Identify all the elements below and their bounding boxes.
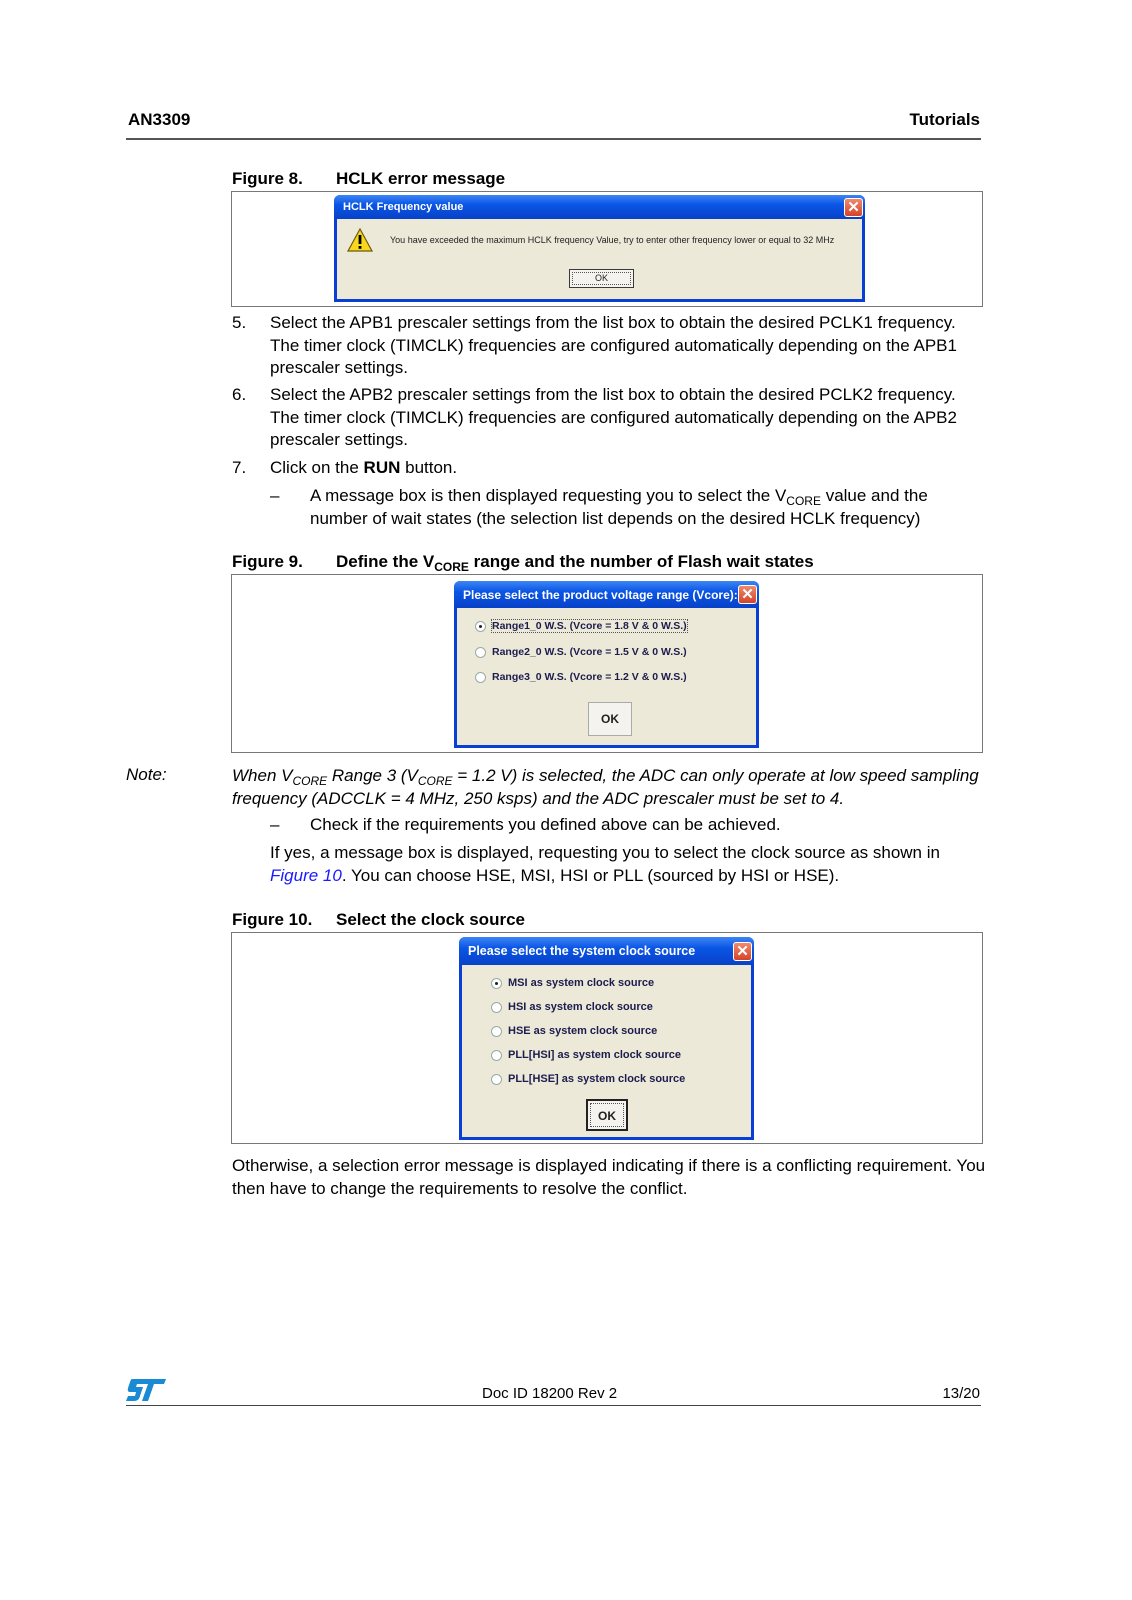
step-text: Select the APB2 prescaler settings from the list box to obtain the desired PCLK2 frequency. The timer clock (TIMCLK) frequencies are configured automatically depending on the APB2 prescaler settings. <box>270 385 957 449</box>
note-text: When $V_{CORE}$ Range 3 ($V_{CORE} = 1.2$ V) is selected, the ADC can only operate at low speed sampling frequency (ADCCLK = 4 MHz, 250 ksps) and the ADC prescaler must be set to 4. <box>232 766 979 808</box>
step-number: 6. <box>232 385 247 404</box>
figure9-caption: Figure 9. Define the $V_{CORE}$ range and the number of Flash wait states <box>232 552 814 574</box>
radio-range2[interactable]: Range2_0 W.S. (Vcore = 1.5 V & 0 W.S.) <box>475 646 687 658</box>
dialog-title: Please select the system clock source <box>468 944 696 958</box>
step-6 <box>232 384 987 452</box>
step-text: Select the APB1 prescaler settings from the list box to obtain the desired PCLK1 frequency. The timer clock (TIMCLK) frequencies are configured automatically depending on the APB1 prescaler settings. <box>270 313 957 377</box>
radio-range3[interactable]: Range3_0 W.S. (Vcore = 1.2 V & 0 W.S.) <box>475 671 687 683</box>
figure10-caption: Figure 10. Select the clock source <box>232 910 525 929</box>
dialog-titlebar <box>459 937 754 965</box>
step-text: Click on the RUN button. <box>270 458 458 477</box>
dialog-message: You have exceeded the maximum HCLK frequency Value, try to enter other frequency lower or equal to 32 MHz <box>390 235 835 245</box>
radio-pll-hse[interactable]: PLL[HSE] as system clock source <box>491 1073 685 1085</box>
footer-rule <box>126 1405 981 1406</box>
otherwise-paragraph: Otherwise, a selection error message is displayed indicating if there is a conflicting requirement. You then have to change the requirements to resolve the conflict. <box>232 1156 986 1198</box>
page-number: 13/20 <box>942 1385 980 1402</box>
ok-button[interactable]: OK <box>569 269 634 288</box>
radio-icon[interactable] <box>491 1074 502 1085</box>
dialog-title: Please select the product voltage range (Vcore): <box>463 587 738 602</box>
step-5 <box>232 312 987 380</box>
ok-button[interactable]: OK <box>586 1099 628 1131</box>
radio-msi[interactable]: MSI as system clock source <box>491 977 654 989</box>
radio-icon[interactable] <box>475 647 486 658</box>
radio-hsi[interactable]: HSI as system clock source <box>491 1001 653 1013</box>
ok-button[interactable]: OK <box>588 702 632 736</box>
radio-hse[interactable]: HSE as system clock source <box>491 1025 657 1037</box>
step-7 <box>232 457 987 480</box>
note-label: Note: <box>126 765 167 784</box>
step-7-detail: – A message box is then displayed requesting you to select the $V_{CORE}$ value and the number of wait states (the selection list depends on the desired HCLK frequency) <box>270 486 928 528</box>
dialog-body <box>462 965 751 1137</box>
header-rule <box>126 138 981 140</box>
figure10-link[interactable]: Figure 10 <box>270 865 342 885</box>
figure8-title: HCLK error message <box>336 169 506 188</box>
radio-range1[interactable]: Range1_0 W.S. (Vcore = 1.8 V & 0 W.S.) <box>475 620 687 632</box>
doc-id: Doc ID 18200 Rev 2 <box>482 1385 618 1402</box>
radio-icon[interactable] <box>475 672 486 683</box>
radio-icon[interactable] <box>491 1026 502 1037</box>
dialog-body <box>457 608 756 745</box>
if-yes-paragraph: If yes, a message box is displayed, requesting you to select the clock source as shown in Figure 10. You can choose HSE, MSI, HSI or PLL (sourced by HSI or HSE). <box>270 843 940 885</box>
radio-icon[interactable] <box>491 1050 502 1061</box>
radio-selected-icon[interactable] <box>491 978 502 989</box>
radio-icon[interactable] <box>491 1002 502 1013</box>
dialog-title: HCLK Frequency value <box>343 201 464 213</box>
figure8-number: Figure 8. <box>232 169 303 188</box>
doc-code: AN3309 <box>128 110 191 129</box>
check-item: – Check if the requirements you defined above can be achieved. <box>270 815 781 834</box>
dialog-titlebar <box>454 581 759 608</box>
st-logo-icon <box>126 1378 168 1402</box>
dialog-body <box>337 219 862 299</box>
close-icon[interactable]: ✕ <box>738 585 757 604</box>
warning-icon <box>346 227 374 253</box>
section-title: Tutorials <box>909 110 980 129</box>
step-number: 5. <box>232 313 247 332</box>
run-label: RUN <box>363 458 401 477</box>
close-icon[interactable]: ✕ <box>733 942 752 961</box>
dialog-titlebar <box>334 195 865 219</box>
vcore-dialog <box>454 581 759 748</box>
step-number: 7. <box>232 458 247 477</box>
figure8-caption <box>232 169 505 189</box>
hclk-error-dialog <box>334 195 865 302</box>
clock-source-dialog <box>459 937 754 1140</box>
radio-pll-hsi[interactable]: PLL[HSI] as system clock source <box>491 1049 681 1061</box>
close-icon[interactable]: ✕ <box>844 198 863 217</box>
radio-selected-icon[interactable] <box>475 621 486 632</box>
